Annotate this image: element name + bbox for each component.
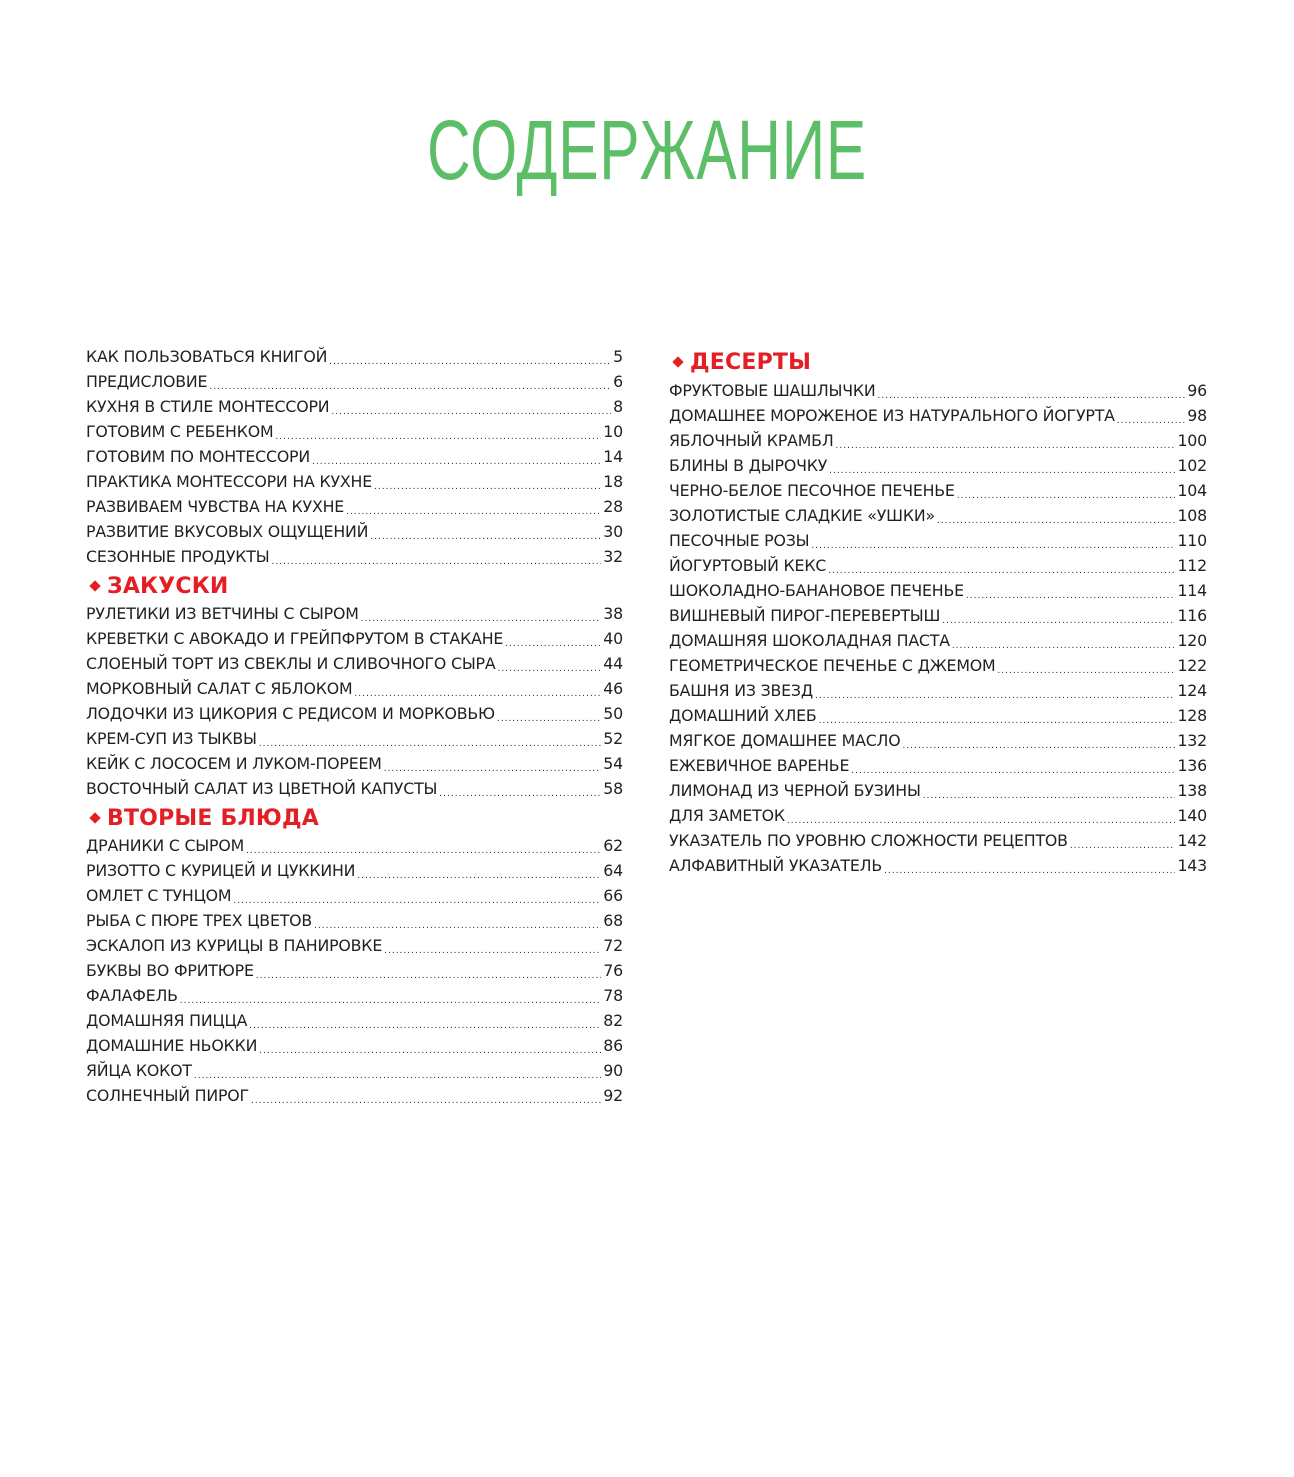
toc-entry-page: 78 bbox=[603, 986, 623, 1005]
toc-entry-title: КРЕМ-СУП ИЗ ТЫКВЫ bbox=[86, 729, 257, 748]
dot-leader bbox=[1117, 407, 1186, 432]
toc-entry-title: РАЗВИВАЕМ ЧУВСТВА НА КУХНЕ bbox=[86, 497, 345, 516]
toc-entry-page: 90 bbox=[603, 1061, 623, 1080]
toc-entry-title: СЕЗОННЫЕ ПРОДУКТЫ bbox=[86, 547, 270, 566]
dot-leader bbox=[497, 705, 601, 730]
toc-entry-page: 100 bbox=[1177, 431, 1207, 450]
toc-left-column bbox=[86, 344, 623, 1108]
dot-leader bbox=[329, 348, 611, 373]
toc-entry-page: 132 bbox=[1177, 731, 1207, 750]
toc-entry-page: 62 bbox=[603, 836, 623, 855]
dot-leader bbox=[259, 730, 602, 755]
toc-entry-page: 116 bbox=[1177, 606, 1207, 625]
toc-entry-title: КЕЙК С ЛОСОСЕМ И ЛУКОМ-ПОРЕЕМ bbox=[86, 754, 382, 773]
dot-leader bbox=[180, 987, 602, 1012]
dot-leader bbox=[259, 1037, 601, 1062]
toc-entry-title: СЛОЕНЫЙ ТОРТ ИЗ СВЕКЛЫ И СЛИВОЧНОГО СЫРА bbox=[86, 654, 496, 673]
dot-leader bbox=[354, 680, 601, 705]
toc-entry-title: ЭСКАЛОП ИЗ КУРИЦЫ В ПАНИРОВКЕ bbox=[86, 936, 383, 955]
page-title: СОДЕРЖАНИЕ bbox=[427, 103, 867, 197]
dot-leader bbox=[819, 707, 1176, 732]
toc-entry-title: МОРКОВНЫЙ САЛАТ С ЯБЛОКОМ bbox=[86, 679, 353, 698]
toc-entry-title: ПРАКТИКА МОНТЕССОРИ НА КУХНЕ bbox=[86, 472, 372, 491]
dot-leader bbox=[439, 780, 601, 805]
dot-leader bbox=[194, 1062, 601, 1087]
dot-leader bbox=[923, 782, 1176, 807]
toc-entry-title: ШОКОЛАДНО-БАНАНОВОЕ ПЕЧЕНЬЕ bbox=[669, 581, 964, 600]
dot-leader bbox=[233, 887, 601, 912]
toc-entry-title: ДОМАШНЕЕ МОРОЖЕНОЕ ИЗ НАТУРАЛЬНОГО ЙОГУРТА bbox=[669, 406, 1115, 425]
toc-entry-page: 64 bbox=[603, 861, 623, 880]
toc-entry-title: ЧЕРНО-БЕЛОЕ ПЕСОЧНОЕ ПЕЧЕНЬЕ bbox=[669, 481, 955, 500]
toc-entry-page: 18 bbox=[603, 472, 623, 491]
toc-desserts-list bbox=[669, 378, 1207, 878]
toc-entry-title: ЛОДОЧКИ ИЗ ЦИКОРИЯ С РЕДИСОМ И МОРКОВЬЮ bbox=[86, 704, 495, 723]
diamond-bullet-icon bbox=[672, 356, 683, 367]
toc-entry-title: ФРУКТОВЫЕ ШАШЛЫЧКИ bbox=[669, 381, 876, 400]
toc-entry bbox=[86, 601, 623, 626]
toc-entry-title: ЗОЛОТИСТЫЕ СЛАДКИЕ «УШКИ» bbox=[669, 506, 935, 525]
dot-leader bbox=[1070, 832, 1176, 857]
toc-entry-title: ДОМАШНЯЯ ПИЦЦА bbox=[86, 1011, 248, 1030]
toc-entry-page: 50 bbox=[603, 704, 623, 723]
toc-entry-title: МЯГКОЕ ДОМАШНЕЕ МАСЛО bbox=[669, 731, 901, 750]
toc-entry bbox=[86, 833, 623, 858]
toc-entry-title: ОМЛЕТ С ТУНЦОМ bbox=[86, 886, 232, 905]
toc-entry-page: 38 bbox=[603, 604, 623, 623]
toc-mains-list bbox=[86, 833, 623, 1108]
section-heading-desserts bbox=[669, 346, 1207, 378]
toc-entry-title: РИЗОТТО С КУРИЦЕЙ И ЦУККИНИ bbox=[86, 861, 356, 880]
section-heading-appetizers bbox=[86, 571, 623, 601]
section-heading-label: ЗАКУСКИ bbox=[107, 573, 229, 599]
toc-entry-title: ЯЙЦА КОКОТ bbox=[86, 1061, 192, 1080]
toc-entry-title: ДРАНИКИ С СЫРОМ bbox=[86, 836, 245, 855]
toc-entry-title: ЕЖЕВИЧНОЕ ВАРЕНЬЕ bbox=[669, 756, 850, 775]
dot-leader bbox=[209, 373, 611, 398]
toc-entry-title: БЛИНЫ В ДЫРОЧКУ bbox=[669, 456, 828, 475]
toc-entry-page: 46 bbox=[603, 679, 623, 698]
toc-entry bbox=[669, 378, 1207, 403]
dot-leader bbox=[828, 557, 1175, 582]
toc-entry-title: ДОМАШНИЕ НЬОККИ bbox=[86, 1036, 258, 1055]
toc-entry-title: СОЛНЕЧНЫЙ ПИРОГ bbox=[86, 1086, 249, 1105]
dot-leader bbox=[902, 732, 1175, 757]
toc-entry-page: 54 bbox=[603, 754, 623, 773]
section-heading-label: ВТОРЫЕ БЛЮДА bbox=[107, 805, 319, 831]
dot-leader bbox=[836, 432, 1176, 457]
toc-entry-page: 102 bbox=[1177, 456, 1207, 475]
dot-leader bbox=[370, 523, 601, 548]
toc-entry-page: 40 bbox=[603, 629, 623, 648]
toc-entry-page: 98 bbox=[1187, 406, 1207, 425]
dot-leader bbox=[957, 482, 1176, 507]
toc-entry-title: КАК ПОЛЬЗОВАТЬСЯ КНИГОЙ bbox=[86, 347, 328, 366]
toc-entry-title: ЛИМОНАД ИЗ ЧЕРНОЙ БУЗИНЫ bbox=[669, 781, 921, 800]
toc-entry-page: 76 bbox=[603, 961, 623, 980]
dot-leader bbox=[787, 807, 1176, 832]
toc-entry-title: РАЗВИТИЕ ВКУСОВЫХ ОЩУЩЕНИЙ bbox=[86, 522, 369, 541]
toc-entry-page: 10 bbox=[603, 422, 623, 441]
dot-leader bbox=[361, 605, 602, 630]
toc-entry-title: ПРЕДИСЛОВИЕ bbox=[86, 372, 208, 391]
toc-entry-page: 112 bbox=[1177, 556, 1207, 575]
toc-entry-page: 138 bbox=[1177, 781, 1207, 800]
toc-entry-title: ПЕСОЧНЫЕ РОЗЫ bbox=[669, 531, 810, 550]
toc-entry-title: КУХНЯ В СТИЛЕ МОНТЕССОРИ bbox=[86, 397, 330, 416]
toc-entry-title: ГЕОМЕТРИЧЕСКОЕ ПЕЧЕНЬЕ С ДЖЕМОМ bbox=[669, 656, 996, 675]
toc-entry-page: 92 bbox=[603, 1086, 623, 1105]
dot-leader bbox=[251, 1087, 601, 1112]
dot-leader bbox=[346, 498, 601, 523]
section-heading-label: ДЕСЕРТЫ bbox=[690, 349, 812, 375]
toc-entry-page: 140 bbox=[1177, 806, 1207, 825]
toc-entry-page: 122 bbox=[1177, 656, 1207, 675]
toc-intro-list bbox=[86, 344, 623, 569]
toc-entry-page: 114 bbox=[1177, 581, 1207, 600]
dot-leader bbox=[966, 582, 1176, 607]
toc-entry-page: 66 bbox=[603, 886, 623, 905]
toc-entry-title: РЫБА С ПЮРЕ ТРЕХ ЦВЕТОВ bbox=[86, 911, 313, 930]
toc-entry-page: 108 bbox=[1177, 506, 1207, 525]
dot-leader bbox=[275, 423, 601, 448]
toc-entry-page: 5 bbox=[613, 347, 623, 366]
dot-leader bbox=[384, 755, 602, 780]
toc-entry-page: 72 bbox=[603, 936, 623, 955]
dot-leader bbox=[942, 607, 1175, 632]
toc-entry-page: 143 bbox=[1177, 856, 1207, 875]
toc-entry-page: 52 bbox=[603, 729, 623, 748]
toc-entry-page: 120 bbox=[1177, 631, 1207, 650]
dot-leader bbox=[312, 448, 601, 473]
dot-leader bbox=[505, 630, 601, 655]
toc-entry-page: 58 bbox=[603, 779, 623, 798]
toc-entry-page: 124 bbox=[1177, 681, 1207, 700]
toc-entry-title: ДЛЯ ЗАМЕТОК bbox=[669, 806, 785, 825]
dot-leader bbox=[246, 837, 601, 862]
dot-leader bbox=[884, 857, 1175, 882]
toc-entry-page: 6 bbox=[613, 372, 623, 391]
toc-entry-page: 136 bbox=[1177, 756, 1207, 775]
toc-entry-title: ВОСТОЧНЫЙ САЛАТ ИЗ ЦВЕТНОЙ КАПУСТЫ bbox=[86, 779, 438, 798]
toc-entry-title: ЯБЛОЧНЫЙ КРАМБЛ bbox=[669, 431, 834, 450]
dot-leader bbox=[851, 757, 1175, 782]
dot-leader bbox=[937, 507, 1176, 532]
toc-entry-page: 104 bbox=[1177, 481, 1207, 500]
toc-entry-title: ВИШНЕВЫЙ ПИРОГ-ПЕРЕВЕРТЫШ bbox=[669, 606, 941, 625]
dot-leader bbox=[811, 532, 1175, 557]
toc-entry-page: 86 bbox=[603, 1036, 623, 1055]
toc-right-column bbox=[669, 344, 1207, 878]
toc-entry-title: ГОТОВИМ ПО МОНТЕССОРИ bbox=[86, 447, 310, 466]
dot-leader bbox=[314, 912, 601, 937]
toc-entry-title: УКАЗАТЕЛЬ ПО УРОВНЮ СЛОЖНОСТИ РЕЦЕПТОВ bbox=[669, 831, 1068, 850]
dot-leader bbox=[498, 655, 602, 680]
section-heading-mains bbox=[86, 803, 623, 833]
toc-entry-page: 82 bbox=[603, 1011, 623, 1030]
dot-leader bbox=[815, 682, 1175, 707]
dot-leader bbox=[271, 548, 601, 573]
dot-leader bbox=[829, 457, 1175, 482]
toc-entry-page: 8 bbox=[613, 397, 623, 416]
toc-entry-page: 68 bbox=[603, 911, 623, 930]
dot-leader bbox=[374, 473, 601, 498]
dot-leader bbox=[384, 937, 601, 962]
toc-entry-title: ДОМАШНИЙ ХЛЕБ bbox=[669, 706, 817, 725]
toc-entry-page: 142 bbox=[1177, 831, 1207, 850]
toc-entry-page: 128 bbox=[1177, 706, 1207, 725]
toc-entry-title: БУКВЫ ВО ФРИТЮРЕ bbox=[86, 961, 254, 980]
toc-entry-page: 30 bbox=[603, 522, 623, 541]
toc-entry-title: РУЛЕТИКИ ИЗ ВЕТЧИНЫ С СЫРОМ bbox=[86, 604, 359, 623]
toc-entry-title: ГОТОВИМ С РЕБЕНКОМ bbox=[86, 422, 274, 441]
dot-leader bbox=[997, 657, 1175, 682]
dot-leader bbox=[952, 632, 1176, 657]
toc-entry-title: ДОМАШНЯЯ ШОКОЛАДНАЯ ПАСТА bbox=[669, 631, 950, 650]
dot-leader bbox=[249, 1012, 601, 1037]
dot-leader bbox=[357, 862, 601, 887]
toc-entry-title: БАШНЯ ИЗ ЗВЕЗД bbox=[669, 681, 813, 700]
toc-entry-page: 96 bbox=[1187, 381, 1207, 400]
toc-entry-page: 28 bbox=[603, 497, 623, 516]
toc-entry-title: ЙОГУРТОВЫЙ КЕКС bbox=[669, 556, 827, 575]
dot-leader bbox=[331, 398, 611, 423]
diamond-bullet-icon bbox=[89, 580, 100, 591]
toc-entry-page: 44 bbox=[603, 654, 623, 673]
toc-entry-page: 110 bbox=[1177, 531, 1207, 550]
diamond-bullet-icon bbox=[89, 812, 100, 823]
toc-entry-title: ФАЛАФЕЛЬ bbox=[86, 986, 178, 1005]
dot-leader bbox=[878, 382, 1186, 407]
toc-entry-page: 14 bbox=[603, 447, 623, 466]
toc-appetizers-list bbox=[86, 601, 623, 801]
dot-leader bbox=[256, 962, 602, 987]
toc-entry-title: АЛФАВИТНЫЙ УКАЗАТЕЛЬ bbox=[669, 856, 882, 875]
toc-entry bbox=[86, 344, 623, 369]
toc-entry-page: 32 bbox=[603, 547, 623, 566]
toc-entry-title: КРЕВЕТКИ С АВОКАДО И ГРЕЙПФРУТОМ В СТАКАНЕ bbox=[86, 629, 504, 648]
